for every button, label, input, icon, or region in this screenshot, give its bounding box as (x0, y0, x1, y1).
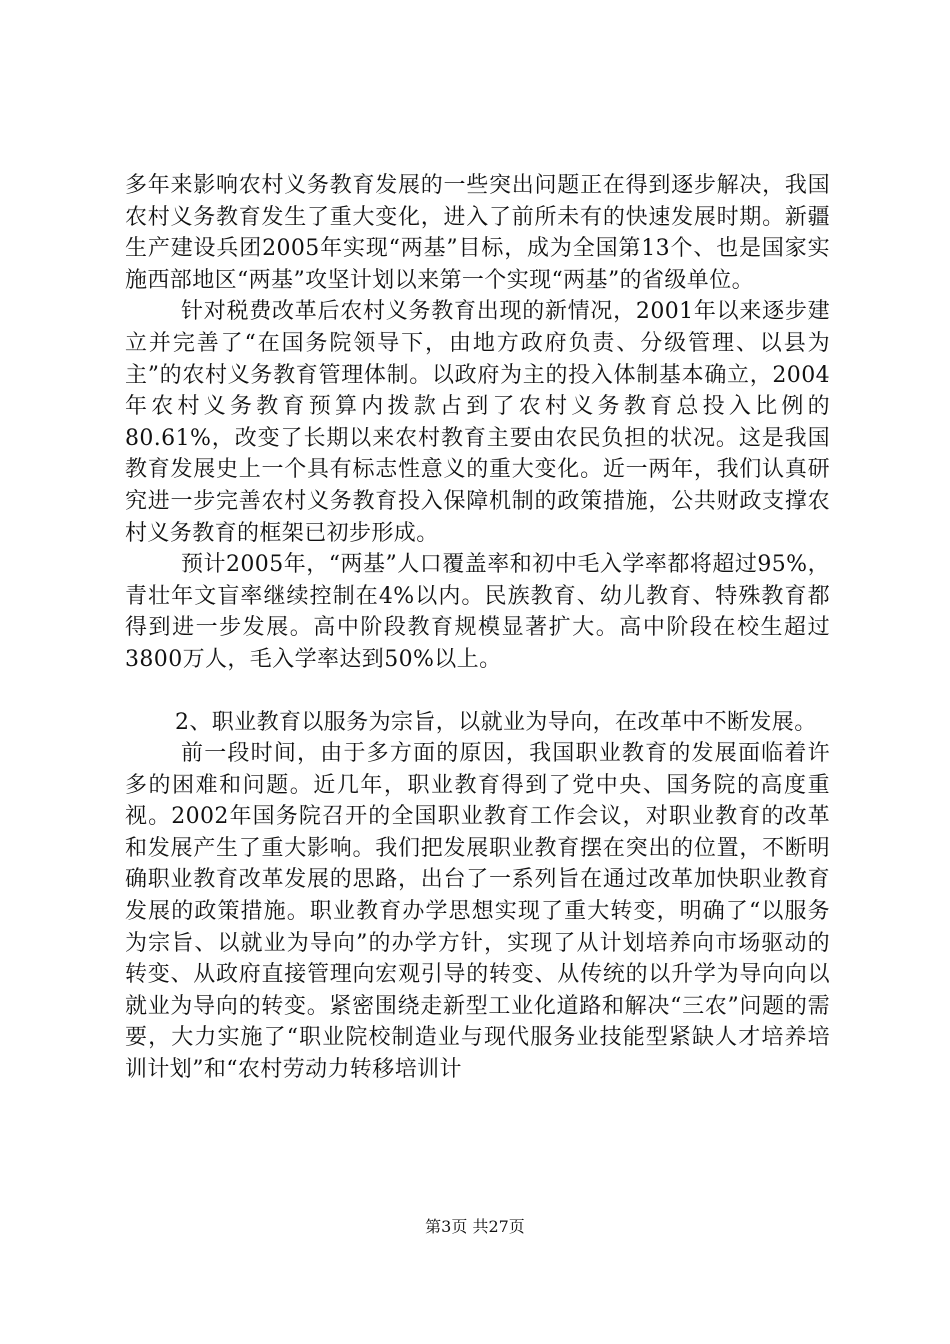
paragraph-tax-reform-system: 针对税费改革后农村义务教育出现的新情况，2001年以来逐步建立并完善了“在国务院领导下，由地方政府负责、分级管理、以县为主”的农村义务教育管理体制。以政府为主的投入体制基本确立，2004年农村义务教育预算内拨款占到了农村义务教育总投入比例的80.61%，改变了长期以来农村教育主要由农民负担的状况。这是我国教育发展史上一个具有标志性意义的重大变化。近一两年，我们认真研究进一步完善农村义务教育投入保障机制的政策措施，公共财政支撑农村义务教育的框架已初步形成。 (125, 299, 830, 546)
paragraph-vocational-education: 前一段时间，由于多方面的原因，我国职业教育的发展面临着许多的困难和问题。近几年，职业教育得到了党中央、国务院的高度重视。2002年国务院召开的全国职业教育工作会议，对职业教育的改革和发展产生了重大影响。我们把发展职业教育摆在突出的位置，不断明确职业教育改革发展的思路，出台了一系列旨在通过改革加快职业教育发展的政策措施。职业教育办学思想实现了重大转变，明确了“以服务为宗旨、以就业为导向”的办学方针，实现了从计划培养向市场驱动的转变、从政府直接管理向宏观引导的转变、从传统的以升学为导向向以就业为导向的转变。紧密围绕走新型工业化道路和解决“三农”问题的需要，大力实施了“职业院校制造业与现代服务业技能型紧缺人才培养培训计划”和“农村劳动力转移培训计 (125, 741, 830, 1083)
paragraph-2005-forecast: 预计2005年，“两基”人口覆盖率和初中毛入学率都将超过95%，青壮年文盲率继续控制在4%以内。民族教育、幼儿教育、特殊教育都得到进一步发展。高中阶段教育规模显著扩大。高中阶段在校生超过3800万人，毛入学率达到50%以上。 (125, 552, 830, 672)
document-body (125, 170, 830, 1086)
paragraph-gap (125, 676, 830, 707)
section-heading-vocational-education: 2、职业教育以服务为宗旨，以就业为导向，在改革中不断发展。 (175, 709, 817, 735)
page-footer: 第3页 共27页 (425, 1217, 525, 1236)
paragraph-rural-education-progress: 多年来影响农村义务教育发展的一些突出问题正在得到逐步解决，我国农村义务教育发生了重大变化，进入了前所未有的快速发展时期。新疆生产建设兵团2005年实现“两基”目标，成为全国第13个、也是国家实施西部地区“两基”攻坚计划以来第一个实现“两基”的省级单位。 (125, 173, 830, 293)
